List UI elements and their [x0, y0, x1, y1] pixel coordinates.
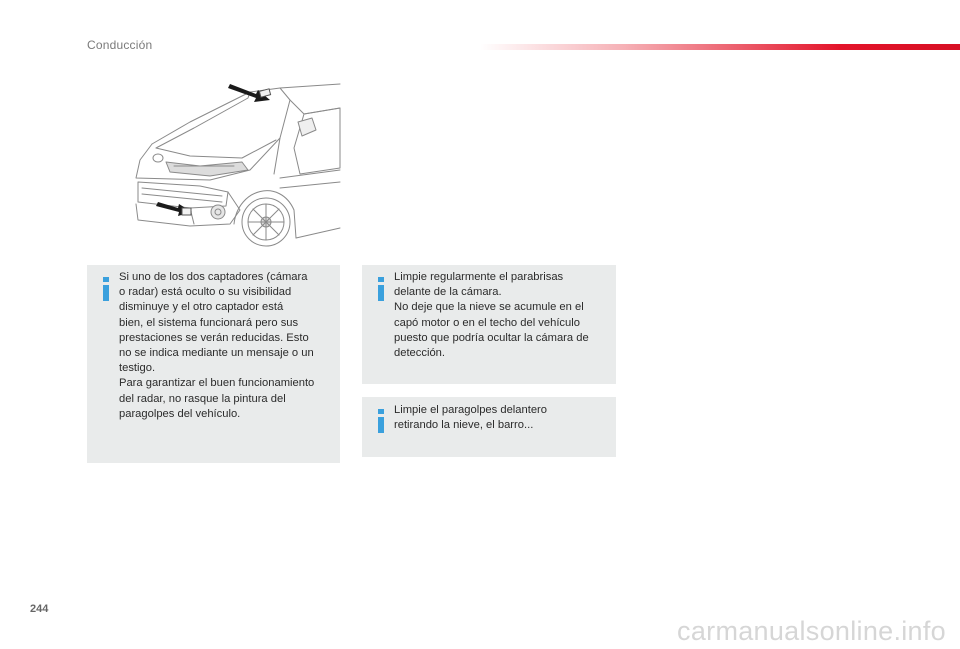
info-note-windshield-cleaning — [362, 265, 616, 384]
note-line: bien, el sistema funcionará pero sus — [119, 316, 299, 329]
van-illustration — [130, 78, 342, 248]
note-line: no se indica mediante un mensaje o un — [119, 347, 314, 360]
note-line: Para garantizar el buen funcionamiento — [119, 377, 315, 390]
section-title: Conducción — [87, 38, 153, 52]
info-icon — [101, 277, 111, 301]
info-note-bumper-cleaning — [362, 397, 616, 457]
info-icon — [376, 409, 386, 433]
note-line: No deje que la nieve se acumule en el — [394, 301, 584, 314]
page-number: 244 — [30, 603, 49, 615]
info-icon — [376, 277, 386, 301]
watermark: carmanualsonline.info — [677, 616, 946, 646]
info-note-sensor-obstruction — [87, 265, 340, 463]
note-line: detección. — [394, 347, 445, 360]
note-line: prestaciones se verán reducidas. Esto — [119, 331, 309, 344]
note-line: o radar) está oculto o su visibilidad — [119, 286, 292, 299]
note-line: del radar, no rasque la pintura del — [119, 392, 286, 405]
note-line: Limpie el paragolpes delantero — [394, 404, 547, 416]
note-line: paragolpes del vehículo. — [119, 407, 241, 420]
note-text — [394, 403, 610, 433]
note-line: puesto que podría ocultar la cámara de — [394, 331, 589, 344]
note-line: capó motor o en el techo del vehículo — [394, 316, 580, 329]
note-line: Limpie regularmente el parabrisas — [394, 271, 564, 283]
note-line: delante de la cámara. — [394, 286, 502, 299]
section-title-bar — [480, 44, 960, 50]
note-text — [119, 270, 334, 422]
note-text — [394, 270, 610, 361]
note-line: Si uno de los dos captadores (cámara — [119, 271, 308, 283]
note-line: retirando la nieve, el barro... — [394, 419, 534, 432]
note-line: disminuye y el otro captador está — [119, 301, 284, 314]
note-line: testigo. — [119, 362, 156, 375]
